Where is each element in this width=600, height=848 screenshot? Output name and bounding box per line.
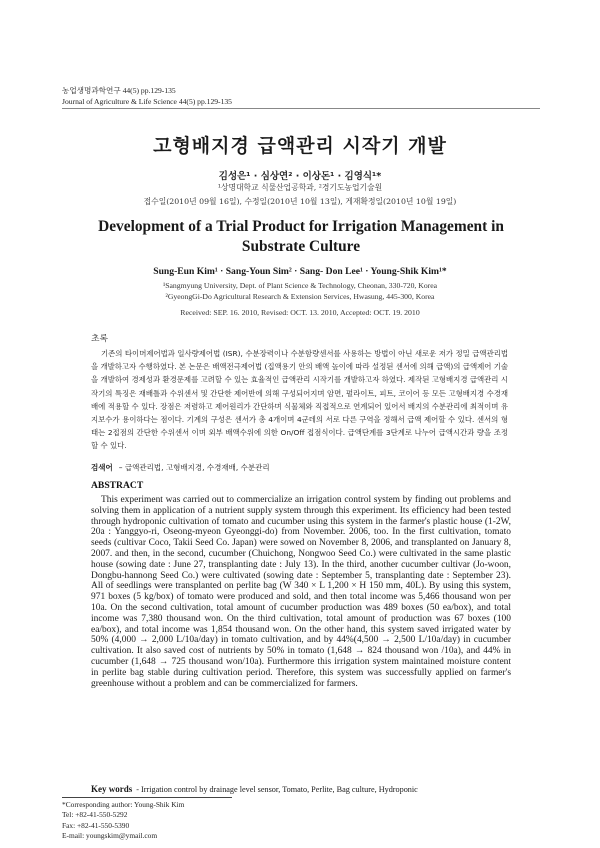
korean-abstract-heading: 초록 <box>91 334 108 344</box>
english-dates: Received: SEP. 16. 2010, Revised: OCT. 13. 2010, Accepted: OCT. 19. 2010 <box>180 308 420 317</box>
email: E-mail: youngskim@ymail.com <box>62 831 158 841</box>
footnote-divider <box>62 797 232 798</box>
header-divider <box>62 108 540 109</box>
english-affiliation-1: ¹Sangmyung University, Dept. of Plant Science & Technology, Cheonan, 330-720, Korea <box>162 281 438 290</box>
corresponding-author: *Corresponding author: Young-Shik Kim <box>62 800 185 809</box>
english-keywords <box>91 784 531 794</box>
english-title: Development of a Trial Product for Irrigation Management in Substrate Culture <box>98 218 504 255</box>
english-abstract-heading: ABSTRACT <box>91 480 144 491</box>
korean-dates: 접수일(2010년 09월 16일), 수정일(2010년 10월 13일), 게재확정일(2010년 10월 19일) <box>143 197 457 206</box>
korean-affiliation: ¹상명대학교 식물산업공학과, ²경기도농업기술원 <box>217 183 383 192</box>
korean-title: 고형배지경 급액관리 시작기 개발 <box>153 135 447 157</box>
english-authors: Sung-Eun Kim¹ · Sang-Youn Sim² · Sang- Don Lee¹ · Young-Shik Kim¹* <box>153 266 447 277</box>
korean-abstract-body: 기존의 타이머제어법과 일사량제어법 (ISR), 수분장력이나 수분함량센서를 사용하는 방법이 아닌 새로운 저가 정밀 급액관리법을 개발하고자 수행하였다. 본 논문은 배액전극제어법 (집액용기 안의 배액 높이에 따라 설정된 센서에 의해 급액)의 급액제어 기술을 개발하여 경제성과 환경문제를 고려할 수 있는 효율적인 급액관리 시작기를 개발하고자 하였다. 제작된 고형배지경 급액관리 시작기의 특징은 재배틀과 수위센서 및 간단한 제어반에 의해 구성되어지며 암면, 펄라이트, 피트, 코이어 등 모든 고형배지경 수경재배에 적용할 수 있다. 장점은 저렴하고 제어원리가 간단하며 식물체와 직접적으로 연계되어 있어서 배지의 수분관리에 최적이며 유지보수가 용이하다는 점이다. 기계의 구성은 센서가 총 4개이며 4군데의 서로 다른 구역을 정해서 급액 제어할 수 있다. 센서의 형태는 2접점의 간단한 수위센서 이며 외부 배액수위에 의한 On/Off 접점식이다. 급액단계를 3단계로 나누어 급액시간과 량을 조정할 수 있다. <box>91 349 508 451</box>
english-abstract-body: This experiment was carried out to commercialize an irrigation control system by finding out problems and solving them in application of a nutrient supply system through this experiment. Its efficiency had been tested through hydroponic cultivation of tomato and cucumber using this system in the farmer's plastic house (1-2W, 20a : Yanggyo-ri, Oseong-myeon Gyeonggi-do) from November. 2006, too. In the first cultivation, tomato seeds (cultivar Coco, Takii Seed Co. Japan) were sowed on November 8, 2006, and transplanted on January 8, 2007. and then, in the second, cucumber (Chuichong, Nongwoo Seed Co.) were cultivated in the same plastic house (sowing date : June 27, transplanting date : July 13). In the third, another cucumber cultivar (Jo-woon, Dongbu-hannong Seed Co.) were cultivated (sowing date : September 5, transplanting date : September 23). All of seedlings were transplanted on perlite bag (W 340 × L 1,200 × H 150 mm, 40L). By using this system, 971 boxes (5 kg/box) of tomato were produced and sold, and then total income was 5,466 thousand won per 10a. On the second cultivation, total amount of cucumber production was 489 boxes (50 ea/box), and total income was 7,380 thousand won. On the third cultivation, total amount of production was 67 boxes (100 ea/box), and total income was 1,854 thousand won. On the other hand, this system saved irrigated water by 50% (4,000 → 2,000 L/10a/day) in tomato cultivation, and by 44%(4,500 → 2,500 L/10a/day) in cucumber cultivation. It also saved cost of nutrients by 50% in tomato (1,648 → 824 thousand won /10a), and 44% in cucumber (1,648 → 725 thousand won/10a). Furthermore this irrigation system maintained moisture content in perlite bag stable during cultivation period. Therefore, this system was successfully applied on farmer's greenhouse without a problem and can be commercialized for farmers. <box>91 495 511 689</box>
telephone: Tel: +82-41-550-5292 <box>62 810 128 820</box>
korean-keywords-list: – 급액관리법, 고형배지경, 수경재배, 수분관리 <box>118 463 270 472</box>
korean-authors: 김성은¹ · 심상연² · 이상돈¹ · 김영식¹* <box>218 171 382 182</box>
korean-keywords-label: 검색어 <box>91 463 113 472</box>
journal-citation-english: Journal of Agriculture & Life Science 44(5) pp.129-135 <box>62 96 232 106</box>
english-affiliation-2: ²GyeongGi-Do Agricultural Research & Extension Services, Hwasung, 445-300, Korea <box>165 291 435 301</box>
english-affiliations <box>0 281 600 302</box>
english-keywords-label: Key words <box>91 784 133 794</box>
fax: Fax: +82-41-550-5390 <box>62 820 130 830</box>
footnote <box>62 800 184 842</box>
korean-keywords <box>91 462 521 473</box>
english-keywords-list: - Irrigation control by drainage level sensor, Tomato, Perlite, Bag culture, Hydroponic <box>136 785 418 794</box>
journal-header <box>62 86 232 107</box>
journal-citation-korean: 농업생명과학연구 44(5) pp.129-135 <box>62 86 176 95</box>
